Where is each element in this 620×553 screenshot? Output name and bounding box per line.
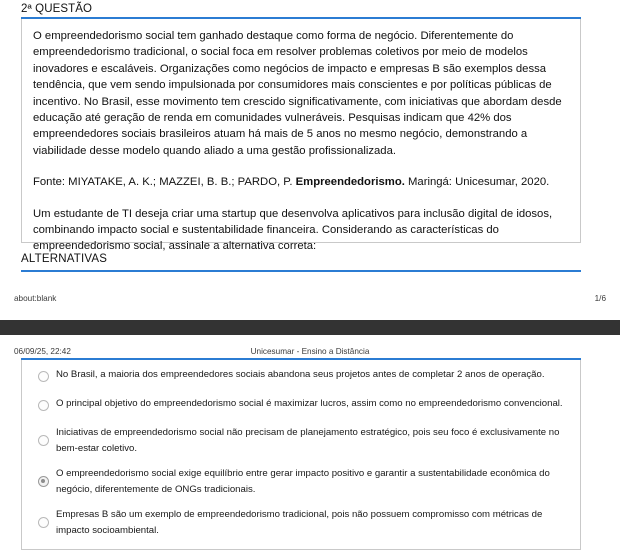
question-statement-body [22, 19, 580, 255]
alternative-radio-cell[interactable] [30, 435, 56, 446]
alternative-option[interactable] [22, 465, 580, 497]
alternativas-underline [21, 270, 581, 272]
radio-button-icon[interactable] [38, 435, 49, 446]
footer-page-number: 1/6 [594, 294, 606, 303]
alternative-label: No Brasil, a maioria dos empreendedores sociais abandona seus projetos antes de completar 2 anos de operação. [56, 369, 545, 380]
alternative-option[interactable] [22, 366, 580, 386]
alternatives-list [22, 360, 580, 538]
alternative-radio-cell[interactable] [30, 517, 56, 528]
radio-button-icon[interactable] [38, 517, 49, 528]
source-suffix: Maringá: Unicesumar, 2020. [404, 176, 550, 189]
source-prefix: Fonte: MIYATAKE, A. K.; MAZZEI, B. B.; PARDO, P. [33, 176, 296, 189]
question-number-label: 2ª QUESTÃO [21, 3, 93, 15]
alternative-label: Iniciativas de empreendedorismo social não precisam de planejamento estratégico, pois seu foco é exclusivamente no bem-estar coletivo. [56, 427, 560, 454]
footer-url: about:blank [14, 294, 57, 303]
source-title: Empreendedorismo. [295, 176, 405, 189]
alternative-option[interactable] [22, 395, 580, 415]
alternative-radio-cell[interactable] [30, 400, 56, 411]
question-statement-box [21, 19, 581, 253]
radio-button-selected-icon[interactable] [38, 476, 49, 487]
header-site-title: Unicesumar - Ensino a Distância [250, 347, 370, 356]
print-page-2 [0, 335, 620, 553]
alternativas-heading: ALTERNATIVAS [21, 253, 108, 265]
alternatives-box [21, 360, 581, 550]
alternative-label: Empresas B são um exemplo de empreendedorismo tradicional, pois não possuem compromisso com métricas de impacto socioambiental. [56, 509, 543, 536]
radio-button-icon[interactable] [38, 400, 49, 411]
alternative-radio-cell[interactable] [30, 476, 56, 487]
header-timestamp: 06/09/25, 22:42 [14, 347, 71, 356]
alternative-option[interactable] [22, 424, 580, 456]
radio-button-icon[interactable] [38, 371, 49, 382]
alternative-option[interactable] [22, 506, 580, 538]
alternative-label: O empreendedorismo social exige equilíbrio entre gerar impacto positivo e garantir a sustentabilidade econômica do negócio, diferentemente de ONGs tradicionais. [56, 468, 550, 495]
question-paragraph-main: O empreendedorismo social tem ganhado destaque como forma de negócio. Diferentemente do empreendedorismo tradicional, o social foca em resolver problemas coletivos por meio de modelos inovadores e escaláveis. Organizações como negócios de impacto e empresas B são exemplos dessa tendência, que vem sendo impulsionada por consumidores mais conscientes e por políticas públicas de incentivo. No Brasil, esse movimento tem crescido significativamente, com iniciativas que abordam desde educação até geração de renda em comunidades vulneráveis. Pesquisas indicam que 42% dos empreendedores sociais brasileiros atuam há mais de 5 anos no mesmo negócio, demonstrando a viabilidade desse modelo quando aliado a uma gestão profissionalizada. [33, 30, 562, 157]
page-1-footer [0, 294, 620, 308]
alternative-label: O principal objetivo do empreendedorismo social é maximizar lucros, assim como no empreendedorismo convencional. [56, 398, 563, 409]
page-separator [0, 320, 620, 335]
question-source-line [33, 174, 569, 190]
question-command-paragraph: Um estudante de TI deseja criar uma startup que desenvolva aplicativos para inclusão digital de idosos, combinando impacto social e sustentabilidade financeira. Considerando as características do empreendedorismo social, assinale a alternativa correta: [33, 207, 553, 253]
alternative-radio-cell[interactable] [30, 371, 56, 382]
